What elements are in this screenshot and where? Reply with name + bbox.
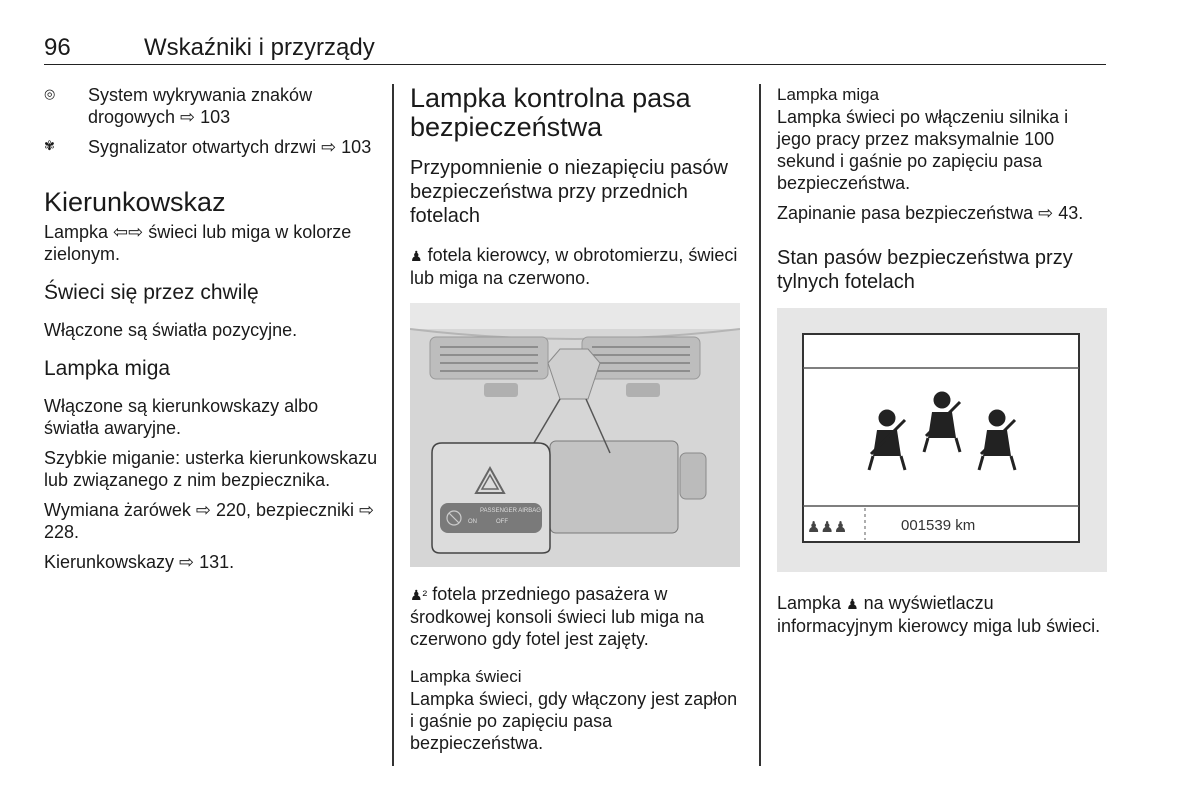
seatbelt-icon: ♟ [846,596,859,612]
driver-display-text [777,592,1107,637]
column-1 [44,84,378,573]
seatbelt-passenger-icon: ♟² [410,587,428,603]
page-number: 96 [44,34,71,61]
seatbelt-icon: ♟ [410,248,423,264]
airbag-off-label: OFF [496,519,508,525]
traffic-sign-icon: ◎ [44,86,56,101]
flashing-text-1: Włączone są kierunkowskazy albo światła awaryjne. [44,396,319,438]
airbag-on-label: ON [468,519,477,525]
page-header [44,34,1106,65]
column-3 [777,84,1107,637]
list-item-door-open [44,136,378,158]
driver-seatbelt-text-body: fotela kierowcy, w obrotomierzu, świeci lub miga na czerwono. [410,245,738,288]
page-title: Wskaźniki i przyrządy [144,34,375,61]
driver-seatbelt-text [410,244,742,289]
passenger-seatbelt-text-body: fotela przedniego pasażera w środkowej konsoli świeci lub miga na czerwono gdy fotel jest zajęty. [410,584,705,649]
driver-display-text-b: na wyświetlaczu informacyjnym kierowcy miga lub świeci. [777,593,1101,636]
small-seatbelt-icons [807,518,847,536]
subheading-flashing: Lampka miga [44,357,171,380]
lamp-steady-text: Lampka świeci, gdy włączony jest zapłon i gaśnie po zapięciu pasa bezpieczeństwa. [410,689,738,753]
turn-signal-text: Lampka ⇦⇨ świeci lub miga w kolorze zielonym. [44,222,352,264]
section-heading-turn-signal: Kierunkowskaz [44,187,226,217]
column-divider-2 [759,84,761,766]
flashing-text-3: Wymiana żarówek ⇨ 220, bezpieczniki ⇨ 228. [44,500,375,542]
airbag-panel-label: PASSENGER AIRBAG [480,508,541,514]
subheading-steady: Świeci się przez chwilę [44,281,259,304]
subheading-lamp-steady: Lampka świeci [410,667,522,686]
subheading-front-seats: Przypomnienie o niezapięciu pasów bezpieczeństwa przy przednich fotelach [410,157,728,227]
info-display-illustration [777,308,1107,572]
driver-display-text-a: Lampka [777,593,842,613]
flashing-text-4: Kierunkowskazy ⇨ 131. [44,552,235,572]
column-divider-1 [392,84,394,766]
steady-text: Włączone są światła pozycyjne. [44,320,298,340]
dashboard-photo [410,303,740,567]
lamp-flashing-text: Lampka świeci po włączeniu silnika i jego pracy przez maksymalnie 100 sekund i gaśnie po zapięciu pasa bezpieczeństwa. [777,107,1069,193]
svg-text:♟♟♟: ♟♟♟ [807,518,848,536]
section-heading-seatbelt: Lampka kontrolna pasa bezpieczeństwa [410,83,691,142]
odometer-reading: 001539 km [901,517,976,534]
passenger-seatbelt-text [410,583,742,650]
bullet-text: System wykrywania znaków drogowych ⇨ 103 [88,85,313,127]
subheading-rear-seats: Stan pasów bezpieczeństwa przy tylnych fotelach [777,247,1073,293]
list-item-traffic-sign [44,84,378,128]
bullet-text: Sygnalizator otwartych drzwi ⇨ 103 [88,137,372,157]
subheading-lamp-flashing: Lampka miga [777,85,880,104]
column-2 [410,84,742,754]
door-open-icon: ✾ [44,138,55,153]
fasten-seatbelt-text: Zapinanie pasa bezpieczeństwa ⇨ 43. [777,203,1084,223]
flashing-text-2: Szybkie miganie: usterka kierunkowskazu lub związanego z nim bezpiecznika. [44,448,378,490]
